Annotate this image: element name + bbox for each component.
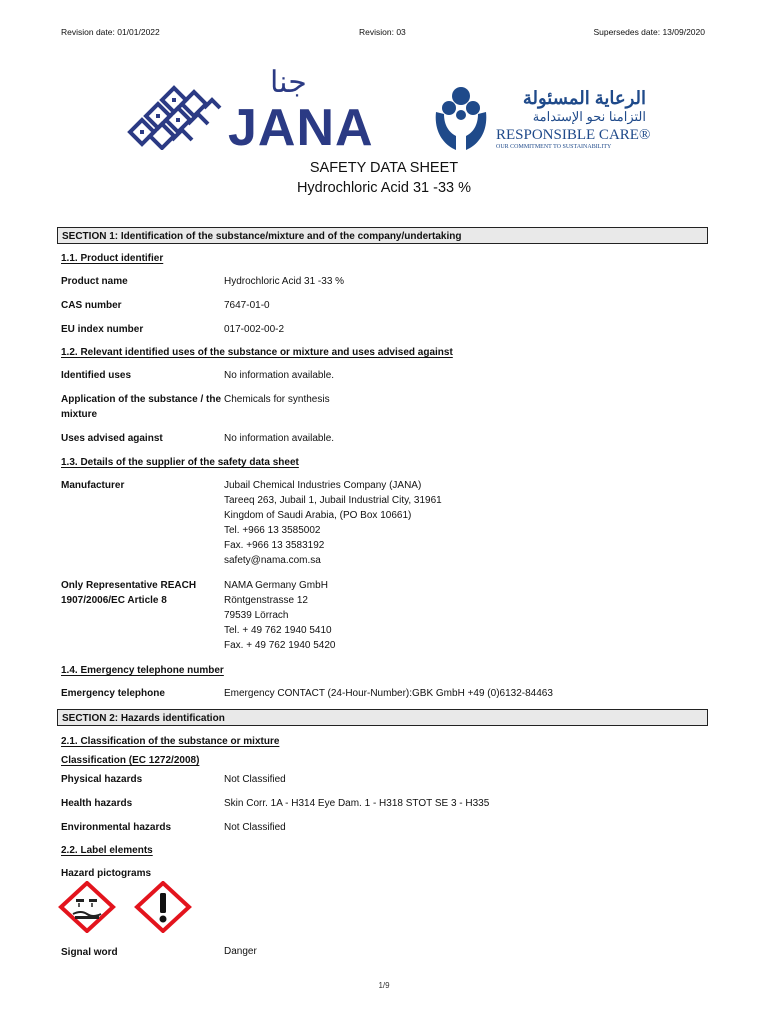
subsection-2-2: 2.2. Label elements <box>61 845 153 856</box>
identified-uses-value: No information available. <box>224 370 335 381</box>
subsection-1-1: 1.1. Product identifier <box>61 253 164 264</box>
only-rep-line: 79539 Lörrach <box>224 610 289 621</box>
responsible-care-arabic-title: الرعاية المسئولة <box>522 88 646 108</box>
hazard-pictograms-label: Hazard pictograms <box>61 868 152 879</box>
application-label: Application of the substance / the mixture <box>61 394 222 420</box>
signal-word-label: Signal word <box>61 947 118 958</box>
supersedes-date: Supersedes date: 13/09/2020 <box>593 27 705 37</box>
responsible-care-tagline: OUR COMMITMENT TO SUSTAINABILITY <box>496 144 612 150</box>
revision-number: Revision: 03 <box>359 27 406 37</box>
manufacturer-line: Fax. +966 13 3583192 <box>224 540 325 551</box>
revision-date: Revision date: 01/01/2022 <box>61 27 160 37</box>
manufacturer-email[interactable]: safety@nama.com.sa <box>224 555 321 566</box>
signal-word-value: Danger <box>224 946 257 957</box>
only-representative-label: Only Representative REACH 1907/2006/EC Article 8 <box>61 580 197 606</box>
uses-advised-against-label: Uses advised against <box>61 433 163 444</box>
jana-arabic-wordmark: جنا <box>270 66 307 99</box>
corrosion-pictogram-icon <box>58 881 116 933</box>
product-name-value: Hydrochloric Acid 31 -33 % <box>224 276 345 287</box>
eu-index-label: EU index number <box>61 324 144 335</box>
exclamation-mark-pictogram-icon <box>134 881 192 933</box>
application-value: Chemicals for synthesis <box>224 394 330 405</box>
responsible-care-hands-icon <box>432 84 490 154</box>
subsection-1-3: 1.3. Details of the supplier of the safety data sheet <box>61 457 299 468</box>
cas-number-value: 7647-01-0 <box>224 300 270 311</box>
subsection-1-4: 1.4. Emergency telephone number <box>61 665 224 676</box>
subsection-1-2: 1.2. Relevant identified uses of the substance or mixture and uses advised against <box>61 347 453 358</box>
subsection-2-1: 2.1. Classification of the substance or mixture <box>61 736 280 747</box>
product-title: Hydrochloric Acid 31 -33 % <box>296 180 472 196</box>
responsible-care-wordmark: RESPONSIBLE CARE® <box>496 127 651 143</box>
only-rep-line: NAMA Germany GmbH <box>224 580 328 591</box>
logo-row <box>120 66 650 158</box>
health-hazards-value: Skin Corr. 1A - H314 Eye Dam. 1 - H318 STOT SE 3 - H335 <box>224 798 490 809</box>
manufacturer-line: Jubail Chemical Industries Company (JANA) <box>224 480 422 491</box>
physical-hazards-value: Not Classified <box>224 774 286 785</box>
eu-index-value: 017-002-00-2 <box>224 324 285 335</box>
section-2-heading: SECTION 2: Hazards identification <box>57 709 708 726</box>
only-rep-line: Röntgenstrasse 12 <box>224 595 308 606</box>
uses-advised-against-value: No information available. <box>224 433 335 444</box>
only-rep-line: Fax. + 49 762 1940 5420 <box>224 640 336 651</box>
jana-emblem-icon <box>120 70 230 150</box>
classification-heading: Classification (EC 1272/2008) <box>61 755 200 766</box>
environmental-hazards-value: Not Classified <box>224 822 286 833</box>
health-hazards-label: Health hazards <box>61 798 133 809</box>
only-rep-line: Tel. + 49 762 1940 5410 <box>224 625 332 636</box>
page-number: 1/9 <box>378 981 390 990</box>
emergency-telephone-label: Emergency telephone <box>61 688 165 699</box>
manufacturer-line: Tel. +966 13 3585002 <box>224 525 321 536</box>
product-name-label: Product name <box>61 276 128 287</box>
environmental-hazards-label: Environmental hazards <box>61 822 172 833</box>
document-title: SAFETY DATA SHEET <box>309 160 459 176</box>
physical-hazards-label: Physical hazards <box>61 774 143 785</box>
responsible-care-arabic-subtitle: التزامنا نحو الإستدامة <box>532 109 646 124</box>
cas-number-label: CAS number <box>61 300 122 311</box>
manufacturer-line: Kingdom of Saudi Arabia, (PO Box 10661) <box>224 510 412 521</box>
section-1-heading: SECTION 1: Identification of the substance/mixture and of the company/undertaking <box>57 227 708 244</box>
manufacturer-label: Manufacturer <box>61 480 125 491</box>
only-representative-address <box>224 578 335 653</box>
identified-uses-label: Identified uses <box>61 370 132 381</box>
manufacturer-address <box>224 478 442 568</box>
jana-wordmark: JANA <box>228 99 374 157</box>
emergency-telephone-value: Emergency CONTACT (24-Hour-Number):GBK GmbH +49 (0)6132-84463 <box>224 688 553 699</box>
manufacturer-line: Tareeq 263, Jubail 1, Jubail Industrial City, 31961 <box>224 495 442 506</box>
